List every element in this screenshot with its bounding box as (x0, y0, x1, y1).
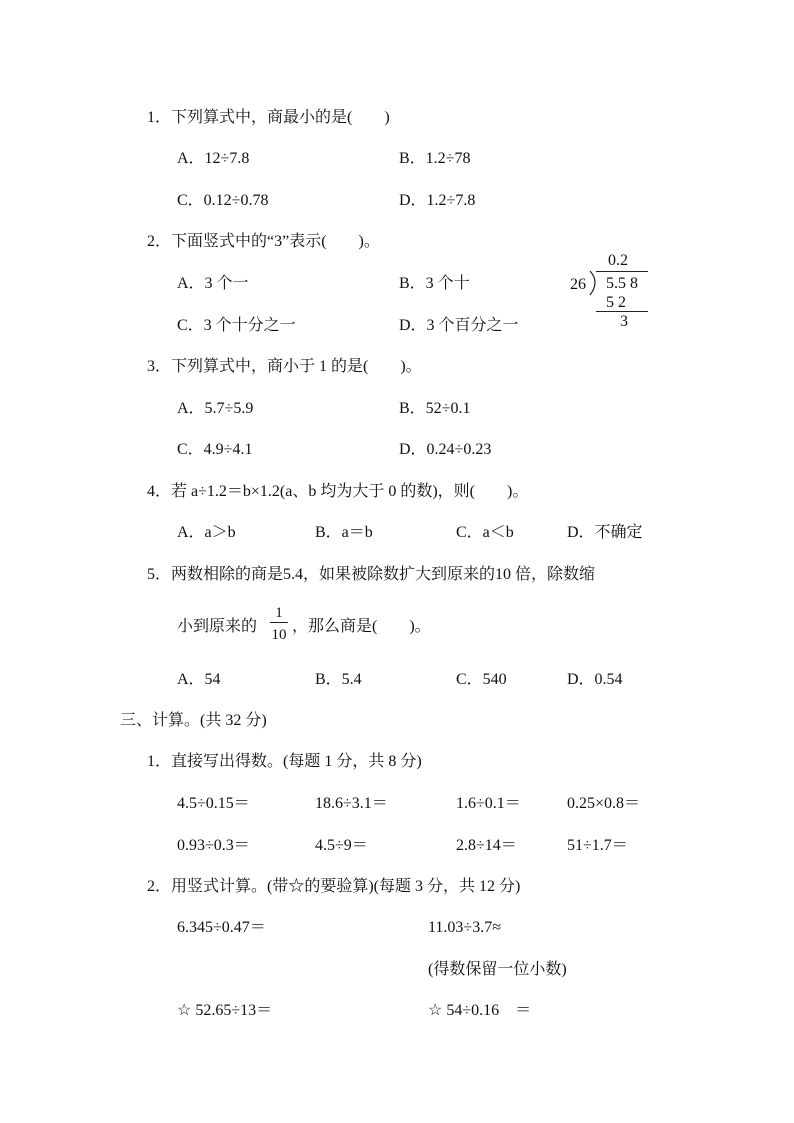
q4-option-a: A．a＞b (177, 524, 236, 541)
q4-option-c: C．a＜b (456, 524, 514, 541)
section3-part2-stem: 2．用竖式计算。(带☆的要验算)(每题 3 分，共 12 分) (147, 878, 521, 895)
q5-option-d: D．0.54 (567, 671, 623, 688)
division-remainder: 3 (620, 313, 628, 330)
mental-math-item: 4.5÷9＝ (315, 837, 368, 854)
vertical-calc-item-4: ☆ 54÷0.16 ＝ (428, 1002, 532, 1019)
fraction-denominator: 10 (271, 627, 287, 643)
q3-option-d: D．0.24÷0.23 (399, 441, 492, 458)
q2-stem: 2．下面竖式中的“3”表示( )。 (147, 233, 380, 250)
q1-option-b: B．1.2÷78 (399, 150, 471, 167)
q3-option-a: A．5.7÷5.9 (177, 400, 254, 417)
q4-option-d: D．不确定 (567, 524, 643, 541)
division-divisor: 26 (570, 276, 586, 293)
q5-option-a: A．54 (177, 671, 221, 688)
mental-math-item: 0.25×0.8＝ (567, 795, 641, 812)
q5-option-b: B．5.4 (315, 671, 362, 688)
q5-option-c: C．540 (456, 671, 507, 688)
q5-stem-line2-pre: 小到原来的 (177, 618, 258, 635)
long-division-figure (566, 248, 656, 332)
vertical-calc-item-2: 11.03÷3.7≈ (428, 919, 501, 936)
mental-math-item: 51÷1.7＝ (567, 837, 628, 854)
q3-option-c: C．4.9÷4.1 (177, 441, 253, 458)
mental-math-item: 1.6÷0.1＝ (456, 795, 521, 812)
q1-stem: 1．下列算式中，商最小的是( ) (147, 109, 390, 126)
division-product: 5 2 (606, 294, 626, 311)
q4-stem: 4．若 a÷1.2＝b×1.2(a、b 均为大于 0 的数)，则( )。 (147, 483, 529, 500)
q3-option-b: B．52÷0.1 (399, 400, 471, 417)
mental-math-item: 2.8÷14＝ (456, 837, 517, 854)
q2-option-d: D．3 个百分之一 (399, 317, 519, 334)
fraction-line (270, 622, 288, 623)
vertical-calc-item-2-note: (得数保留一位小数) (428, 961, 567, 978)
mental-math-item: 4.5÷0.15＝ (177, 795, 250, 812)
section3-part1-stem: 1．直接写出得数。(每题 1 分，共 8 分) (147, 753, 422, 770)
vertical-calc-item-1: 6.345÷0.47＝ (177, 919, 266, 936)
q5-fraction (268, 604, 290, 648)
division-bracket (588, 270, 600, 296)
q1-option-c: C．0.12÷0.78 (177, 192, 269, 209)
mental-math-item: 18.6÷3.1＝ (315, 795, 388, 812)
q1-option-a: A．12÷7.8 (177, 150, 250, 167)
q2-option-a: A．3 个一 (177, 275, 249, 292)
vertical-calc-item-3: ☆ 52.65÷13＝ (177, 1002, 273, 1019)
division-quotient: 0.2 (608, 252, 628, 269)
q1-option-d: D．1.2÷7.8 (399, 192, 476, 209)
fraction-numerator: 1 (275, 605, 283, 621)
q2-option-b: B．3 个十 (399, 275, 470, 292)
q2-option-c: C．3 个十分之一 (177, 317, 296, 334)
q5-stem-line1: 5．两数相除的商是5.4，如果被除数扩大到原来的10 倍，除数缩 (147, 566, 596, 583)
section3-title: 三、计算。(共 32 分) (120, 712, 267, 729)
division-bar (596, 271, 648, 272)
division-dividend: 5.5 8 (606, 275, 638, 292)
mental-math-item: 0.93÷0.3＝ (177, 837, 250, 854)
q4-option-b: B．a＝b (315, 524, 373, 541)
q3-stem: 3．下列算式中，商小于 1 的是( )。 (147, 358, 422, 375)
q5-stem-line2-post: ，那么商是( )。 (292, 618, 431, 635)
